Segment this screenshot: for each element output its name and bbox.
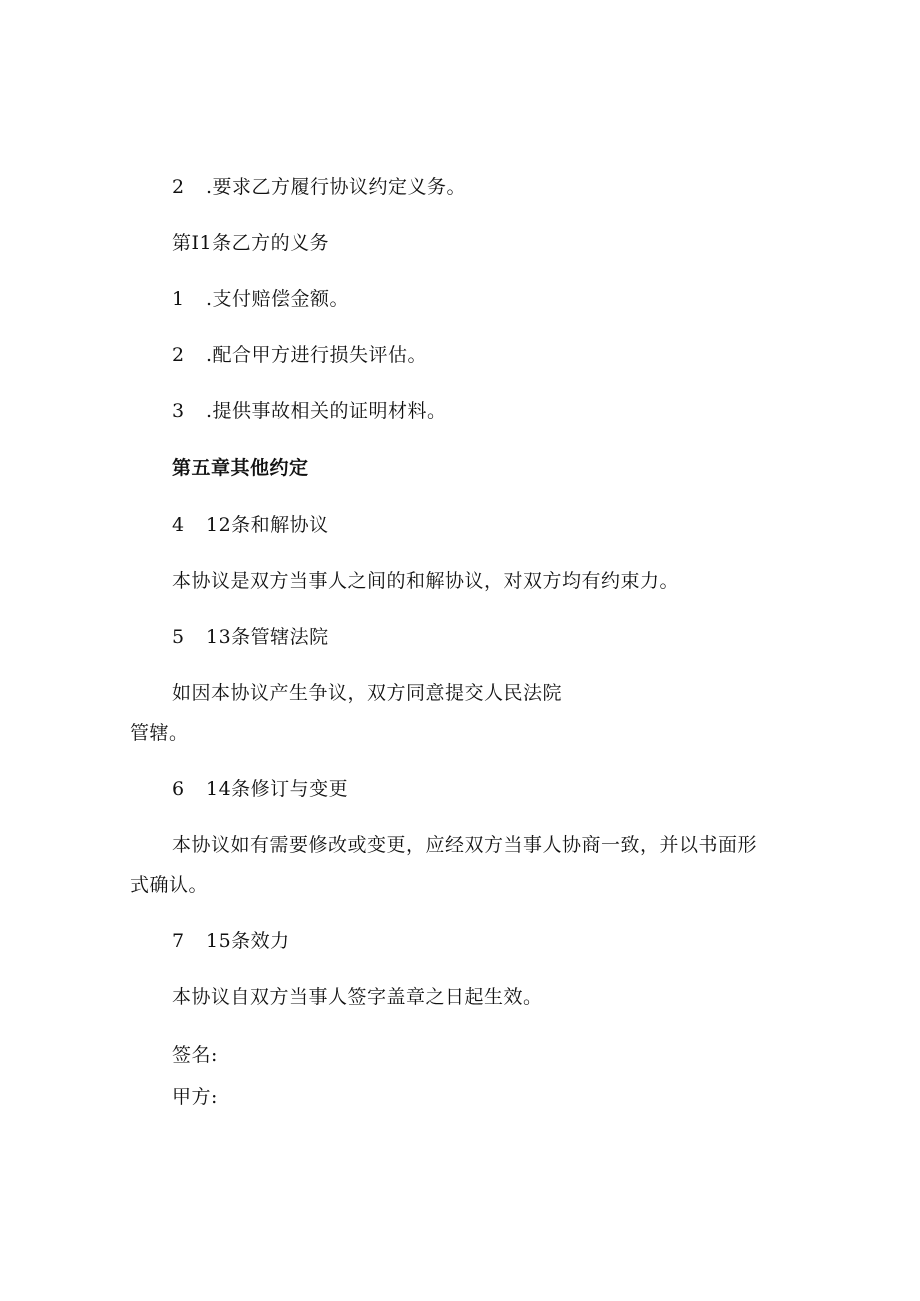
list-number: 2 <box>172 344 185 366</box>
chapter-heading-text: 第五章其他约定 <box>172 457 309 479</box>
list-item <box>172 398 447 424</box>
list-number: 4 <box>172 514 185 536</box>
party-a-label-text: 甲方: <box>172 1086 218 1108</box>
article-title-text: 12条和解协议 <box>206 514 329 536</box>
list-text: .配合甲方进行损失评估。 <box>206 344 428 366</box>
article-title-text: 13条管辖法院 <box>206 626 329 648</box>
article-title-text: 14条修订与变更 <box>206 778 349 800</box>
article-title <box>172 928 290 954</box>
paragraph-text: 本协议是双方当事人之间的和解协议，对双方均有约束力。 <box>172 570 680 592</box>
article-title-text: 第I1条乙方的义务 <box>172 232 330 254</box>
list-text: .支付赔偿金额。 <box>206 288 350 310</box>
paragraph-line <box>130 720 189 746</box>
paragraph-text: 管辖。 <box>130 722 189 744</box>
list-number: 1 <box>172 288 185 310</box>
paragraph-text: 如因本协议产生争议，双方同意提交人民法院 <box>172 682 563 704</box>
list-item <box>172 286 349 312</box>
list-item <box>172 174 466 200</box>
list-number: 3 <box>172 400 185 422</box>
party-a-label <box>172 1084 218 1110</box>
list-text: .提供事故相关的证明材料。 <box>206 400 447 422</box>
list-number: 5 <box>172 626 185 648</box>
article-title <box>172 512 329 538</box>
paragraph-line <box>172 680 562 706</box>
article-title <box>172 776 348 802</box>
list-item <box>172 342 427 368</box>
signature-label-text: 签名: <box>172 1044 218 1066</box>
list-number: 2 <box>172 176 185 198</box>
chapter-heading <box>172 455 309 481</box>
list-text: .要求乙方履行协议约定义务。 <box>206 176 467 198</box>
paragraph-text: 式确认。 <box>130 874 209 896</box>
paragraph-text: 本协议如有需要修改或变更，应经双方当事人协商一致，并以书面形 <box>172 834 758 856</box>
article-title <box>172 624 329 650</box>
signature-label <box>172 1042 218 1068</box>
list-number: 6 <box>172 778 185 800</box>
article-title-text: 15条效力 <box>206 930 290 952</box>
list-number: 7 <box>172 930 185 952</box>
paragraph-line <box>172 832 757 858</box>
article-title <box>172 230 329 256</box>
paragraph-text: 本协议自双方当事人签字盖章之日起生效。 <box>172 986 543 1008</box>
paragraph <box>172 984 543 1010</box>
paragraph-line <box>130 872 208 898</box>
paragraph <box>172 568 679 594</box>
